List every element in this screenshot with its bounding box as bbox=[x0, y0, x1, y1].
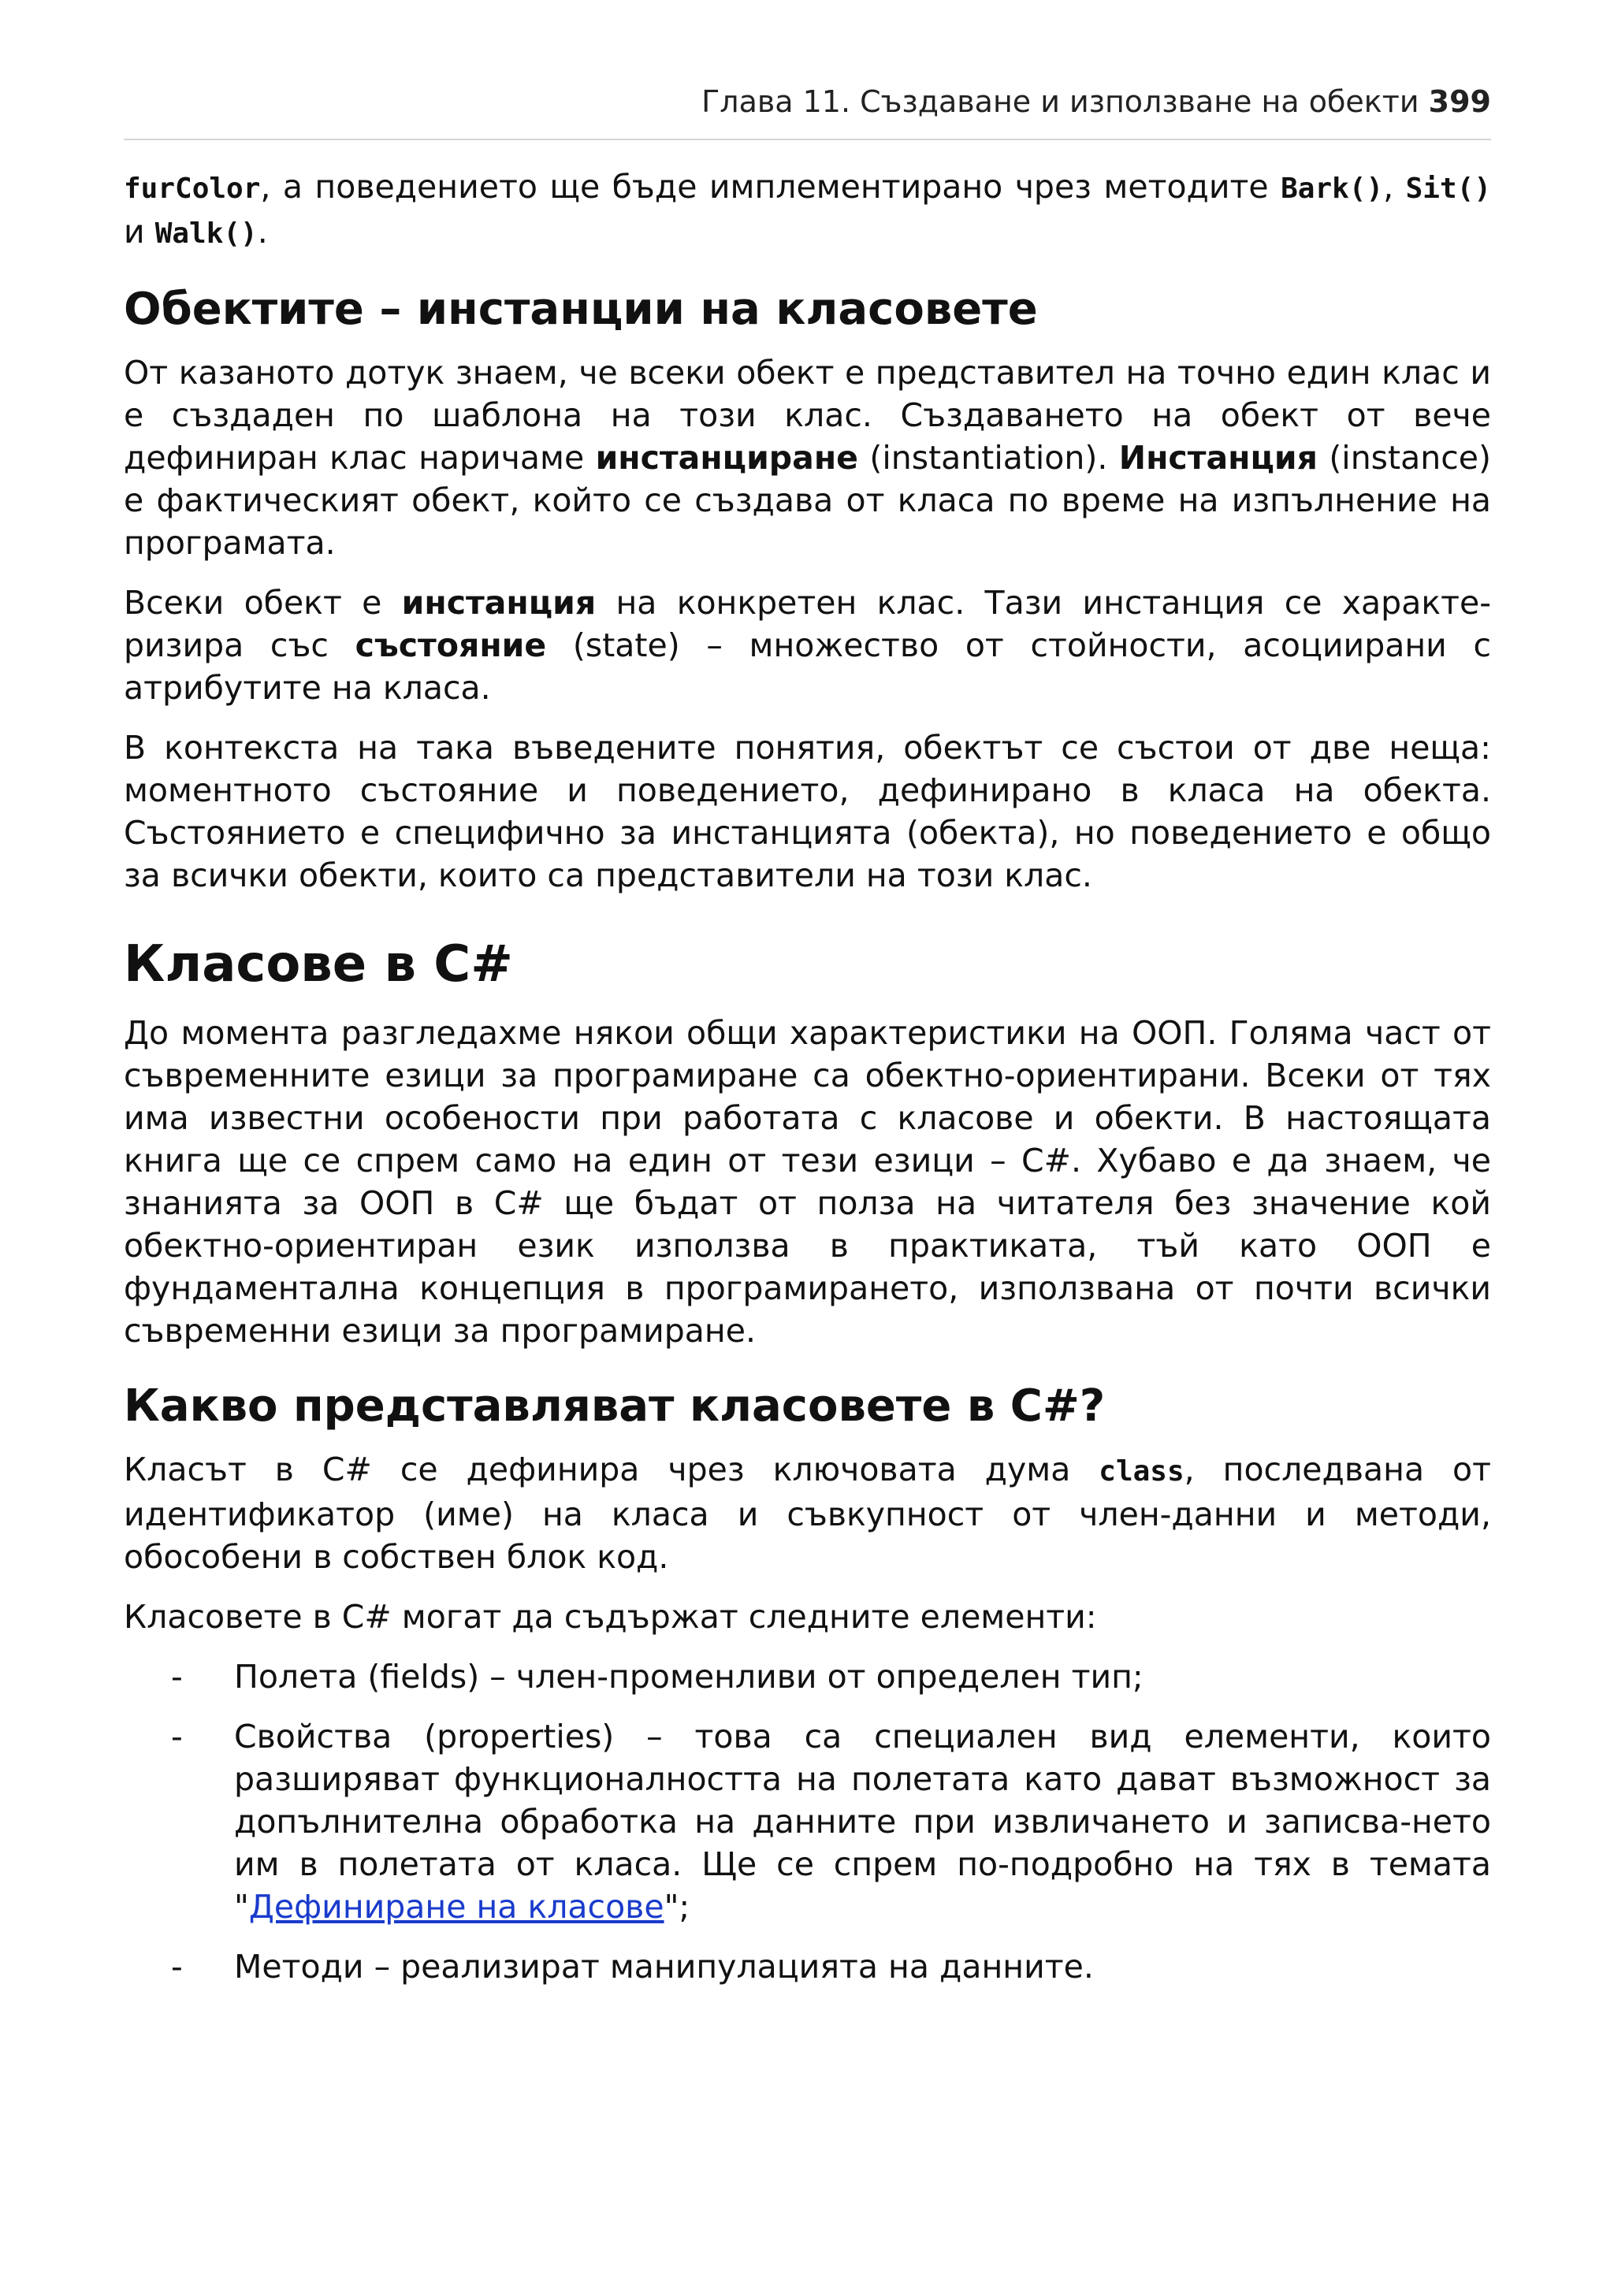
dash-bullet: - bbox=[171, 1718, 183, 1755]
paragraph-class-elements-intro: Класовете в C# могат да съдържат следните елементи: bbox=[124, 1598, 1097, 1636]
code-class-keyword: class bbox=[1099, 1455, 1184, 1488]
heading-objects-instances: Обектите – инстанции на класовете bbox=[124, 284, 1038, 335]
paragraph-class-keyword: Класът в C# се дефинира чрез ключовата дума class, последвана от идентификатор (име) на класа и съвкупност от член-данни и методи, обособени в собствен блок код. bbox=[124, 1451, 1491, 1576]
dash-bullet: - bbox=[171, 1658, 183, 1696]
running-header bbox=[124, 83, 1491, 121]
paragraph-object-composition: В контекста на така въведените понятия, обектът се състои от две неща: моментното състояние и поведението, дефинирано в класа на обекта. Състоянието е специфично за инстанцията (обекта), но поведението е общо за всички обекти, които са представители на този клас. bbox=[124, 729, 1491, 894]
paragraph-oop-languages: До момента разгледахме някои общи характеристики на ООП. Голяма част от съвременните езици за програмиране са обектно-ориентирани. Всеки от тях има известни особености при работата с класове и обекти. В настоящата книга ще се спрем само на един от тези езици – C#. Хубаво е да знаем, че знанията за ООП в C# ще бъдат от полза на читателя без значение кой обектно-ориентиран език използва в практиката, тъй като ООП е фундаментална концепция в програмирането, използвана от почти всички съвременни езици за програмиране. bbox=[124, 1014, 1491, 1350]
code-furcolor: furColor bbox=[124, 173, 261, 205]
heading-classes-in-cs: Класове в C# bbox=[124, 935, 513, 994]
link-defining-classes[interactable]: Дефиниране на класове bbox=[248, 1888, 664, 1926]
page-number: 399 bbox=[1428, 84, 1491, 119]
code-sit: Sit() bbox=[1405, 173, 1491, 205]
class-elements-list bbox=[124, 1655, 1491, 1988]
code-walk: Walk() bbox=[154, 217, 258, 250]
page-content bbox=[124, 165, 1491, 2005]
chapter-title: Глава 11. Създаване и използване на обекти bbox=[701, 84, 1419, 119]
code-bark: Bark() bbox=[1281, 173, 1384, 205]
heading-what-are-classes: Какво представляват класовете в C#? bbox=[124, 1380, 1106, 1432]
paragraph-instantiation: От казаното дотук знаем, че всеки обект е представител на точно един клас и е създаден по шаблона на този клас. Създаването на обект от вече дефиниран клас наричаме инстанциране (instantiation). Инстанция (instance) е фактическият обект, който се създава от класа по време на изпълнение на програмата. bbox=[124, 354, 1491, 562]
list-item-fields: - Полета (fields) – член-променливи от определен тип; bbox=[124, 1655, 1491, 1698]
intro-paragraph: furColor, а поведението ще бъде имплементирано чрез методите Bark(), Sit() и Walk(). bbox=[124, 168, 1491, 251]
term-instance-2: инстанция bbox=[401, 584, 597, 622]
term-state: състояние bbox=[355, 626, 547, 664]
dash-bullet: - bbox=[171, 1948, 183, 1986]
term-instance: Инстанция bbox=[1118, 439, 1318, 477]
list-item-methods: - Методи – реализират манипулацията на данните. bbox=[124, 1945, 1491, 1988]
term-instantiation: инстанциране bbox=[595, 439, 858, 477]
header-divider bbox=[124, 139, 1491, 140]
paragraph-state: Всеки обект е инстанция на конкретен клас. Тази инстанция се характе-ризира със състояние (state) – множество от стойности, асоциирани с атрибутите на класа. bbox=[124, 584, 1491, 707]
list-item-properties: - Свойства (properties) – това са специален вид елементи, които разширяват функционалността на полетата като дават възможност за допълнителна обработка на данните при извличането и записва-нето им в полетата от класа. Ще се спрем по-подробно на тях в темата "Дефиниране на класове"; bbox=[124, 1715, 1491, 1928]
